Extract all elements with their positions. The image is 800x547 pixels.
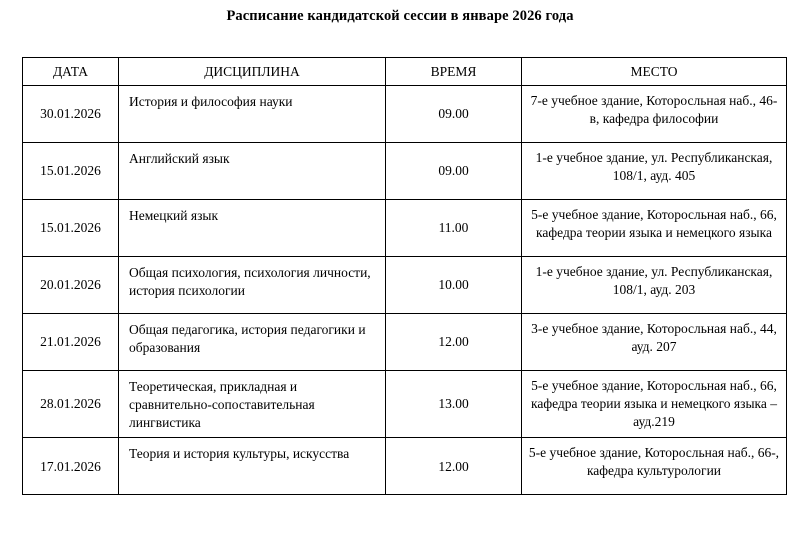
cell-place: 1-е учебное здание, ул. Республиканская, 108/1, ауд. 405	[522, 143, 787, 200]
table-body	[23, 86, 787, 495]
cell-subject: Общая педагогика, история педагогики и образования	[119, 314, 386, 371]
column-header-time: ВРЕМЯ	[386, 58, 522, 86]
cell-date: 20.01.2026	[23, 257, 119, 314]
cell-subject: Теория и история культуры, искусства	[119, 438, 386, 495]
column-header-subject: ДИСЦИПЛИНА	[119, 58, 386, 86]
cell-date: 21.01.2026	[23, 314, 119, 371]
cell-time: 12.00	[386, 438, 522, 495]
cell-place: 7-е учебное здание, Которосльная наб., 46-в, кафедра философии	[522, 86, 787, 143]
cell-time: 12.00	[386, 314, 522, 371]
cell-time: 13.00	[386, 371, 522, 438]
table-row	[23, 200, 787, 257]
column-header-date: ДАТА	[23, 58, 119, 86]
cell-subject: Общая психология, психология личности, история психологии	[119, 257, 386, 314]
cell-place: 5-е учебное здание, Которосльная наб., 66-, кафедра культурологии	[522, 438, 787, 495]
table-row	[23, 314, 787, 371]
cell-place: 5-е учебное здание, Которосльная наб., 66, кафедра теории языка и немецкого языка	[522, 200, 787, 257]
table-row	[23, 438, 787, 495]
table-row	[23, 257, 787, 314]
cell-time: 09.00	[386, 86, 522, 143]
exam-schedule-table	[22, 57, 787, 495]
table-row	[23, 371, 787, 438]
table-row	[23, 143, 787, 200]
cell-time: 11.00	[386, 200, 522, 257]
cell-time: 10.00	[386, 257, 522, 314]
cell-subject: Немецкий язык	[119, 200, 386, 257]
cell-subject: Английский язык	[119, 143, 386, 200]
cell-place: 3-е учебное здание, Которосльная наб., 44, ауд. 207	[522, 314, 787, 371]
cell-date: 28.01.2026	[23, 371, 119, 438]
cell-time: 09.00	[386, 143, 522, 200]
cell-date: 15.01.2026	[23, 200, 119, 257]
table-header-row	[23, 58, 787, 86]
cell-date: 15.01.2026	[23, 143, 119, 200]
cell-date: 17.01.2026	[23, 438, 119, 495]
table-header	[23, 58, 787, 86]
cell-date: 30.01.2026	[23, 86, 119, 143]
cell-place: 5-е учебное здание, Которосльная наб., 66, кафедра теории языка и немецкого языка – ауд.219	[522, 371, 787, 438]
table-row	[23, 86, 787, 143]
column-header-place: МЕСТО	[522, 58, 787, 86]
cell-subject: Теоретическая, прикладная и сравнительно-сопоставительная лингвистика	[119, 371, 386, 438]
page-title: Расписание кандидатской сессии в январе 2026 года	[226, 8, 574, 24]
cell-place: 1-е учебное здание, ул. Республиканская, 108/1, ауд. 203	[522, 257, 787, 314]
cell-subject: История и философия науки	[119, 86, 386, 143]
